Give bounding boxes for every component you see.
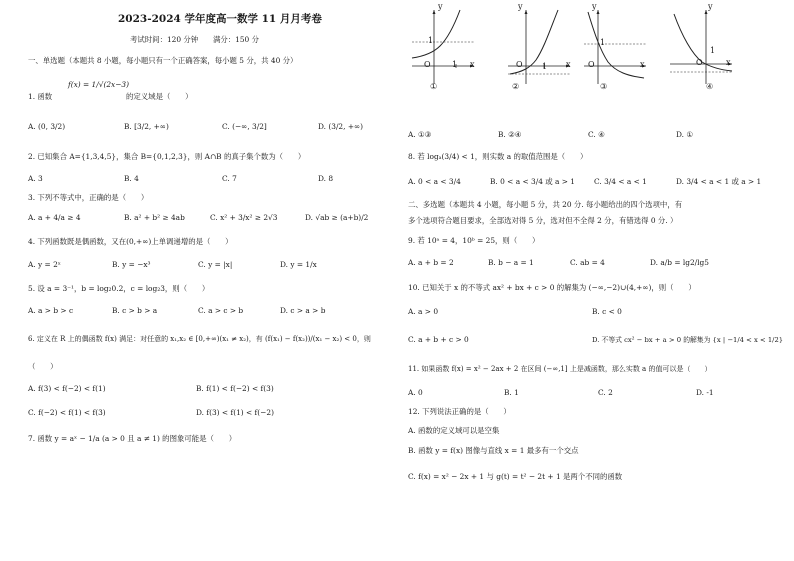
q10-option-b: B. c < 0 (592, 307, 622, 316)
q7-g1-ylabel: y (438, 2, 443, 11)
q7-g1-xtick: 1 (452, 60, 458, 69)
q2-option-c: C. 7 (222, 174, 237, 183)
q7-g4-origin: O (696, 58, 703, 67)
q7-g3-tick: 1 (600, 38, 606, 47)
q3-option-d: D. √ab ≥ (a+b)/2 (305, 213, 369, 222)
q5-option-b: B. c > b > a (112, 306, 158, 315)
q1-stem: 1. 函数 (28, 92, 53, 101)
q3-option-c: C. x² + 3/x² ≥ 2√3 (210, 213, 278, 222)
q1-option-d: D. (3/2, +∞) (318, 122, 364, 131)
q7-g4-ylabel: y (708, 2, 713, 11)
q12-option-b: B. 函数 y = f(x) 图像与直线 x = 1 最多有一个交点 (408, 446, 579, 455)
q5-option-a: A. a > b > c (28, 306, 74, 315)
q7-graph-1-label: ① (430, 82, 438, 91)
q7-g2-xlabel: x (566, 60, 571, 69)
q1-option-a: A. (0, 3/2) (28, 122, 66, 131)
q7-graph-3 (582, 6, 648, 86)
q5-option-c: C. a > c > b (198, 306, 244, 315)
q3-option-a: A. a + 4/a ≥ 4 (28, 213, 81, 222)
q12-option-a: A. 函数的定义域可以是空集 (408, 426, 500, 435)
q7-option-d: D. ① (676, 130, 693, 139)
q7-g1-xlabel: x (470, 60, 475, 69)
q7-graph-4-label: ④ (706, 82, 714, 91)
q7-g4-tick: 1 (710, 46, 716, 55)
q11-option-c: C. 2 (598, 388, 613, 397)
q11-option-b: B. 1 (504, 388, 519, 397)
q8-option-a: A. 0 < a < 3/4 (408, 177, 461, 186)
q11-option-d: D. -1 (696, 388, 714, 397)
q6-option-d: D. f(3) < f(1) < f(−2) (196, 408, 274, 417)
q7-g3-origin: O (588, 60, 595, 69)
q7-graph-2 (506, 6, 572, 86)
q1-option-b: B. [3/2, +∞) (124, 122, 169, 131)
exam-info: 考试时间：120 分钟 满分：150 分 (130, 35, 259, 44)
q6-option-c: C. f(−2) < f(1) < f(3) (28, 408, 106, 417)
q9-stem: 9. 若 10ᵃ = 4，10ᵇ = 25，则（ ） (408, 236, 540, 245)
q7-graph-1 (410, 6, 476, 86)
q7-g3-ylabel: y (592, 2, 597, 11)
q3-option-b: B. a² + b² ≥ 4ab (124, 213, 185, 222)
q8-option-b: B. 0 < a < 3/4 或 a > 1 (490, 177, 576, 186)
q4-stem: 4. 下列函数既是偶函数，又在(0,+∞)上单调递增的是（ ） (28, 237, 233, 246)
exam-title: 2023-2024 学年度高一数学 11 月月考卷 (118, 13, 322, 25)
q11-option-a: A. 0 (408, 388, 423, 397)
q4-option-d: D. y = 1/x (280, 260, 317, 269)
q7-graph-2-label: ② (512, 82, 520, 91)
section-2-header-line2: 多个选项符合题目要求，全部选对得 5 分，选对但不全得 2 分，有错选得 0 分. ） (408, 216, 678, 225)
q2-option-b: B. 4 (124, 174, 139, 183)
q7-g2-ylabel: y (518, 2, 523, 11)
q7-option-a: A. ①③ (408, 130, 432, 139)
q1-formula: f(x) = 1/√(2x−3) (68, 80, 129, 89)
q7-g2-xtick: 1 (542, 62, 548, 71)
q2-option-a: A. 3 (28, 174, 43, 183)
q10-stem: 10. 已知关于 x 的不等式 ax² + bx + c > 0 的解集为 (−∞,−2)∪(4,+∞)，则（ ） (408, 283, 696, 292)
q5-stem: 5. 设 a = 3⁻¹，b = log₂0.2，c = log₂3，则（ ） (28, 284, 210, 293)
section-2-header: 二、多选题（本题共 4 小题，每小题 5 分，共 20 分. 每小题给出的四个选项中，有 (408, 200, 683, 209)
q7-g4-xlabel: x (726, 58, 731, 67)
q11-stem: 11. 如果函数 f(x) = x² − 2ax + 2 在区间 (−∞,1] 上是减函数，那么实数 a 的值可以是（ ） (408, 365, 712, 373)
q1-stem-tail: 的定义域是（ ） (126, 92, 193, 101)
q8-stem: 8. 若 logₐ(3/4) < 1，则实数 a 的取值范围是（ ） (408, 152, 588, 161)
section-1-header: 一、单选题（本题共 8 小题，每小题只有一个正确答案，每小题 5 分，共 40 分） (28, 56, 298, 65)
q4-option-a: A. y = 2ˣ (28, 260, 61, 269)
q4-option-b: B. y = −x³ (112, 260, 151, 269)
q6-option-a: A. f(3) < f(−2) < f(1) (28, 384, 106, 393)
q9-option-a: A. a + b = 2 (408, 258, 454, 267)
q7-g1-tick: 1 (428, 36, 434, 45)
q10-option-d: D. 不等式 cx² − bx + a > 0 的解集为 {x | −1/4 < x < 1/2} (592, 336, 784, 344)
q8-option-d: D. 3/4 < a < 1 或 a > 1 (676, 177, 762, 186)
q9-option-b: B. b − a = 1 (488, 258, 534, 267)
q2-option-d: D. 8 (318, 174, 334, 183)
q7-g2-origin: O (516, 60, 523, 69)
q5-option-d: D. c > a > b (280, 306, 326, 315)
q9-option-d: D. a/b = lg2/lg5 (650, 258, 709, 267)
q7-graph-3-label: ③ (600, 82, 608, 91)
q12-stem: 12. 下列说法正确的是（ ） (408, 407, 511, 416)
q7-option-b: B. ②④ (498, 130, 522, 139)
q1-option-c: C. (−∞, 3/2] (222, 122, 267, 131)
q7-g3-xlabel: x (640, 60, 645, 69)
q8-option-c: C. 3/4 < a < 1 (594, 177, 647, 186)
q7-stem: 7. 函数 y = aˣ − 1/a (a > 0 且 a ≠ 1) 的图象可能是（ ） (28, 434, 237, 443)
q6-answer-blank: （ ） (28, 362, 58, 371)
q3-stem: 3. 下列不等式中，正确的是（ ） (28, 193, 149, 202)
q7-graph-4 (668, 6, 734, 86)
q6-stem: 6. 定义在 R 上的偶函数 f(x) 满足：对任意的 x₁,x₂ ∈ [0,+∞)(x₁ ≠ x₂)，有 (f(x₁) − f(x₂))/(x₁ − x₂) < 0，则 (28, 335, 371, 343)
q4-option-c: C. y = |x| (198, 260, 233, 269)
q10-option-a: A. a > 0 (408, 307, 439, 316)
q9-option-c: C. ab = 4 (570, 258, 605, 267)
q10-option-c: C. a + b + c > 0 (408, 335, 469, 344)
q2-stem: 2. 已知集合 A={1,3,4,5}，集合 B={0,1,2,3}，则 A∩B 的真子集个数为（ ） (28, 152, 306, 161)
q7-g1-origin: O (424, 60, 431, 69)
q6-option-b: B. f(1) < f(−2) < f(3) (196, 384, 274, 393)
q7-option-c: C. ④ (588, 130, 605, 139)
q12-option-c: C. f(x) = x² − 2x + 1 与 g(t) = t² − 2t + 1 是两个不同的函数 (408, 472, 623, 481)
